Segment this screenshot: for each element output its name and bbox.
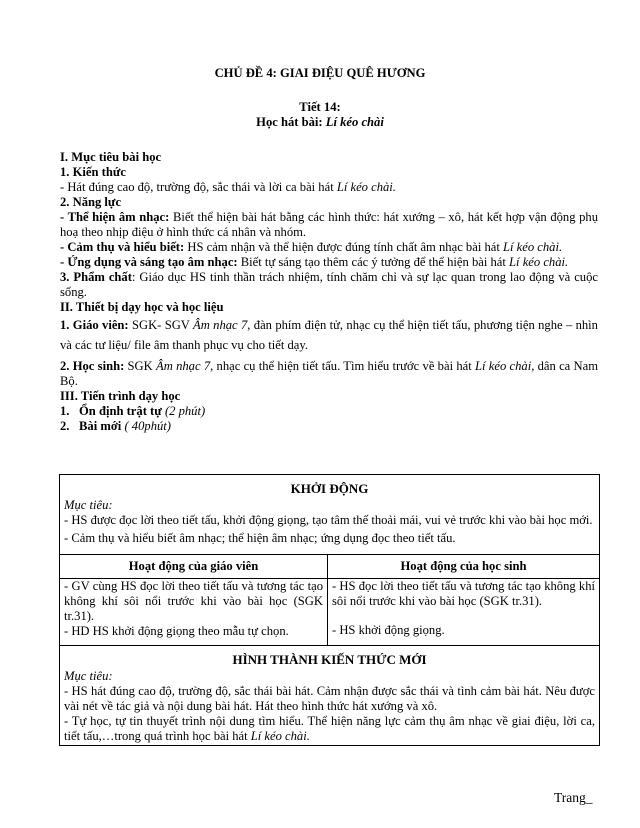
- process-item: [60, 419, 598, 434]
- lesson-plan-body: [60, 150, 598, 434]
- ability-music-performance: [60, 210, 598, 240]
- process-item-number: 2.: [60, 419, 70, 433]
- new-goal-label: Mục tiêu:: [64, 669, 113, 683]
- ability-heading: 2. Năng lực: [60, 195, 122, 209]
- process-item-time: (2 phút): [161, 404, 206, 418]
- warmup-goal-2: - Cảm thụ và hiểu biết âm nhạc; thể hiện âm nhạc; ứng dụng đọc theo tiết tấu.: [64, 531, 456, 545]
- section-process-heading: III. Tiến trình dạy học: [60, 389, 181, 403]
- new-goal-2-text: - Tự học, tự tin thuyết trình nội dung tìm hiểu. Thể hiện năng lực cảm thụ âm nhạc về giai điệu, lời ca, tiết tấu,…trong quá trình học bài hát: [64, 714, 595, 743]
- student-label: 2. Học sinh:: [60, 359, 125, 373]
- quality-body: : Giáo dục HS tinh thần trách nhiệm, tính chăm chỉ và sự lạc quan trong lao động và cuộc sống.: [60, 270, 598, 299]
- knowledge-text: [60, 180, 598, 195]
- ability-3-text: Biết tự sáng tạo thêm các ý tưởng để thể hiện bài hát: [237, 255, 510, 269]
- teacher-activity-cell: [60, 579, 328, 646]
- new-knowledge-cell: [60, 646, 600, 746]
- knowledge-heading: 1. Kiến thức: [60, 165, 126, 179]
- warmup-cell: [60, 475, 600, 555]
- ability-1-label: - Thể hiện âm nhạc:: [60, 210, 170, 224]
- student-activity-cell: [328, 579, 600, 646]
- process-item: [60, 404, 598, 419]
- student-text-b: , nhạc cụ thể hiện tiết tấu. Tìm hiểu trước về bài hát: [210, 359, 475, 373]
- new-goal-2-song: Lí kéo chài.: [250, 729, 310, 743]
- teacher-column-header: Hoạt động của giáo viên: [60, 555, 328, 579]
- knowledge-text-main: - Hát đúng cao độ, trường độ, sắc thái và lời ca bài hát: [60, 180, 337, 194]
- student-activity-2: - HS khởi động giọng.: [332, 623, 445, 637]
- process-item-label: Bài mới: [79, 419, 122, 433]
- process-item-time: ( 40phút): [121, 419, 171, 433]
- ability-1-text: Biết thể hiện bài hát bằng các hình thức: hát xướng – xô, hát kết hợp vận động phụ hoạ theo nhịp điệu ở hình thức cá nhân và nhóm.: [60, 210, 598, 239]
- new-knowledge-section-row: [60, 646, 600, 746]
- section-equipment-heading: II. Thiết bị dạy học và học liệu: [60, 300, 224, 314]
- warmup-goal-label: Mục tiêu:: [64, 498, 113, 512]
- ability-2-text: HS cảm nhận và thể hiện được đúng tính chất âm nhạc bài hát: [184, 240, 503, 254]
- warmup-goal-1: - HS được đọc lời theo tiết tấu, khởi động giọng, tạo tâm thế thoải mái, vui vẻ trước khi vào bài học mới.: [64, 513, 593, 527]
- student-equipment: [60, 359, 598, 389]
- teacher-text-a: SGK- SGV: [128, 318, 194, 332]
- quality-label: 3. Phẩm chất: [60, 270, 132, 284]
- ability-3-song: Lí kéo chài.: [509, 255, 569, 269]
- period-title: Tiết 14:: [299, 100, 341, 114]
- activity-table: [59, 474, 600, 746]
- teacher-activity-2: - HD HS khởi động giọng theo mẫu tự chọn.: [64, 624, 289, 638]
- process-item-number: 1.: [60, 404, 70, 418]
- teacher-label: 1. Giáo viên:: [60, 318, 129, 332]
- student-activity-1: - HS đọc lời theo tiết tấu và tương tác tạo không khí sôi nổi trước khi vào bài học (SGK tr.31).: [332, 579, 595, 608]
- new-goal-1: - HS hát đúng cao độ, trường độ, sắc thái bài hát. Cảm nhận được sắc thái và tình cảm bài hát. Nêu được vài nét về tác giả và nội dung bài hát. Hát theo hình thức hát xướng và xô.: [64, 684, 595, 713]
- warmup-section-row: [60, 475, 600, 555]
- student-text-c: dân ca Nam Bộ.: [60, 359, 599, 388]
- student-text-a: SGK: [124, 359, 157, 373]
- chapter-title: CHỦ ĐỀ 4: GIAI ĐIỆU QUÊ HƯƠNG: [214, 66, 426, 80]
- ability-creativity: [60, 255, 598, 270]
- section-objectives-heading: I. Mục tiêu bài học: [60, 150, 162, 164]
- quality-text: [60, 270, 598, 300]
- teacher-activity-1: - GV cùng HS đọc lời theo tiết tấu và tương tác tạo không khí sôi nổi trước khi vào bài học (SGK tr.31).: [64, 579, 323, 623]
- ability-2-song: Lí kéo chài.: [503, 240, 563, 254]
- ability-2-label: - Cảm thụ và hiểu biết:: [60, 240, 185, 254]
- ability-3-label: - Ứng dụng và sáng tạo âm nhạc:: [60, 255, 238, 269]
- lesson-song-title: Lí kéo chài: [325, 115, 384, 129]
- process-item-label: Ổn định trật tự: [79, 404, 162, 418]
- student-column-header: Hoạt động của học sinh: [328, 555, 600, 579]
- activity-row: [60, 579, 600, 646]
- new-knowledge-title: HÌNH THÀNH KIẾN THỨC MỚI: [232, 652, 427, 667]
- teacher-book: Âm nhạc 7: [193, 318, 248, 332]
- teacher-text-b: , đàn phím điện tử, nhạc cụ thể hiện tiết tấu, phương tiện nghe – nhìn và các tư liệu/ file âm thanh phục vụ cho tiết dạy.: [60, 318, 598, 352]
- warmup-title: KHỞI ĐỘNG: [290, 481, 369, 496]
- knowledge-song: Lí kéo chài.: [336, 180, 396, 194]
- student-song: Lí kéo chài,: [475, 359, 535, 373]
- column-header-row: [60, 555, 600, 579]
- student-book: Âm nhạc 7: [156, 359, 211, 373]
- lesson-title: [0, 115, 640, 130]
- lesson-prefix: Học hát bài:: [256, 115, 326, 129]
- teacher-equipment: [60, 315, 598, 355]
- new-goal-2: [64, 714, 595, 745]
- ability-appreciation: [60, 240, 598, 255]
- page-footer: Trang_: [554, 790, 593, 805]
